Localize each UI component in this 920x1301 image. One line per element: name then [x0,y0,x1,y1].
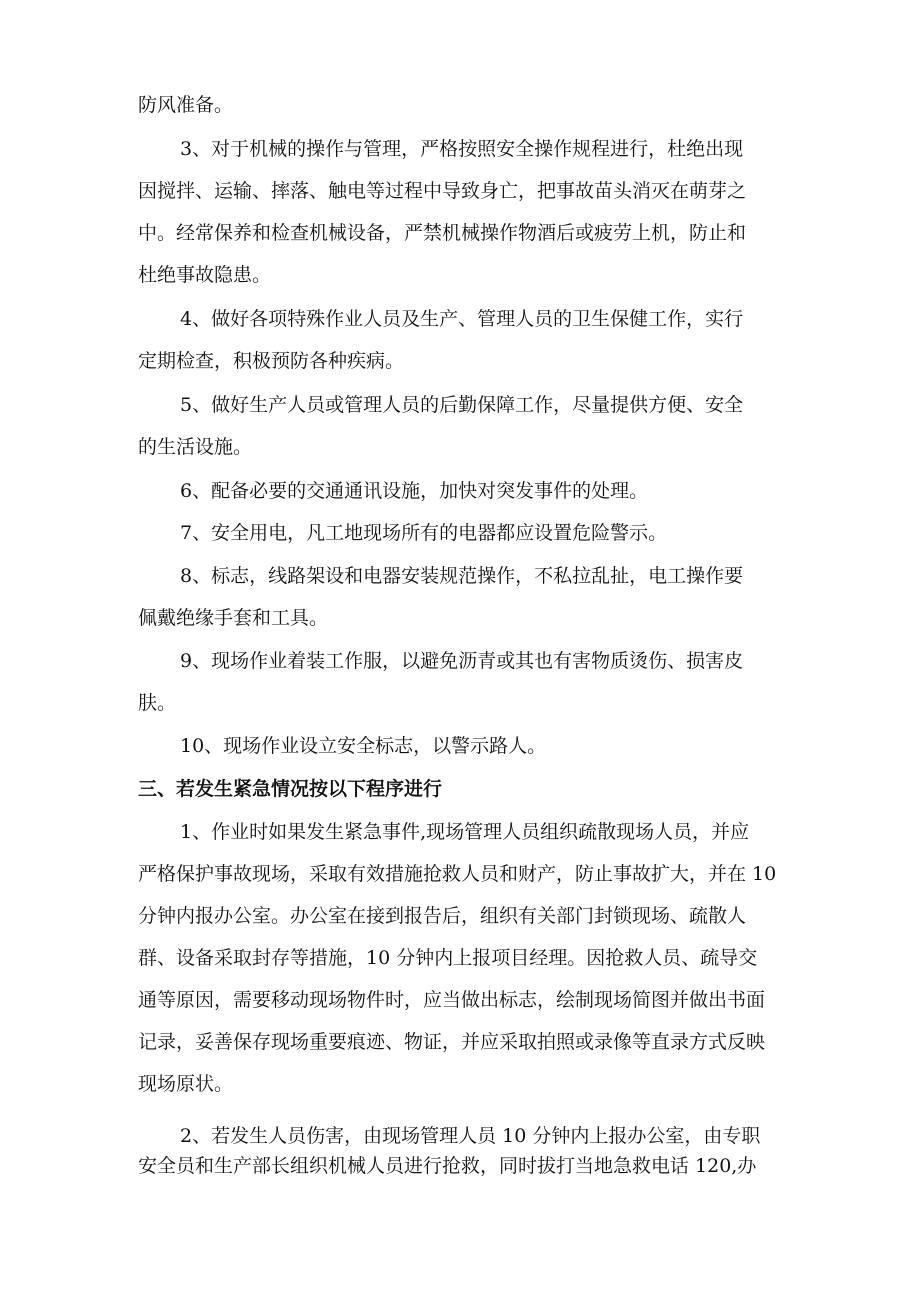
procedure-2-line: 2、若发生人员伤害，由现场管理人员 10 分钟内上报办公室，由专职 [180,1125,761,1147]
text-line: 杜绝事故隐患。 [138,264,272,286]
text-line: 肤。 [138,692,177,714]
text-line: 通等原因，需要移动现场物件时，应当做出标志，绘制现场简图并做出书面 [138,989,766,1011]
text-line: 群、设备采取封存等措施，10 分钟内上报项目经理。因抢救人员、疏导交 [138,947,758,969]
section-heading: 三、若发生紧急情况按以下程序进行 [138,778,443,800]
text-line: 安全员和生产部长组织机械人员进行抢救，同时拔打当地急救电话 120,办 [138,1155,757,1177]
text-line: 中。经常保养和检查机械设备，严禁机械操作物酒后或疲劳上机，防止和 [138,222,747,244]
text-line: 的生活设施。 [138,436,253,458]
item-7-line: 7、安全用电，凡工地现场所有的电器都应设置危险警示。 [180,522,668,544]
item-8-line: 8、标志，线路架设和电器安装规范操作，不私拉乱扯，电工操作要 [180,565,744,587]
item-6-line: 6、配备必要的交通通讯设施，加快对突发事件的处理。 [180,480,649,502]
item-4-line: 4、做好各项特殊作业人员及生产、管理人员的卫生保健工作，实行 [180,308,744,330]
text-line: 因搅拌、运输、摔落、触电等过程中导致身亡，把事故苗头消灭在萌芽之 [138,180,747,202]
text-line: 严格保护事故现场，采取有效措施抢救人员和财产，防止事故扩大，并在 10 [138,863,777,885]
item-9-line: 9、现场作业着装工作服，以避免沥青或其也有害物质烫伤、损害皮 [180,650,744,672]
item-10-line: 10、现场作业设立安全标志，以警示路人。 [180,735,547,757]
text-line: 现场原状。 [138,1073,234,1095]
text-line: 佩戴绝缘手套和工具。 [138,607,329,629]
text-line: 分钟内报办公室。办公室在接到报告后，组织有关部门封锁现场、疏散人 [138,905,747,927]
text-line: 记录，妥善保存现场重要痕迹、物证，并应采取拍照或录像等直录方式反映 [138,1031,766,1053]
text-line: 防风准备。 [138,94,234,116]
item-5-line: 5、做好生产人员或管理人员的后勤保障工作，尽量提供方便、安全 [180,394,744,416]
text-line: 定期检查，积极预防各种疾病。 [138,350,405,372]
item-3-line: 3、对于机械的操作与管理，严格按照安全操作规程进行，杜绝出现 [180,138,744,160]
procedure-1-line: 1、作业时如果发生紧急事件,现场管理人员组织疏散现场人员，并应 [180,821,750,843]
